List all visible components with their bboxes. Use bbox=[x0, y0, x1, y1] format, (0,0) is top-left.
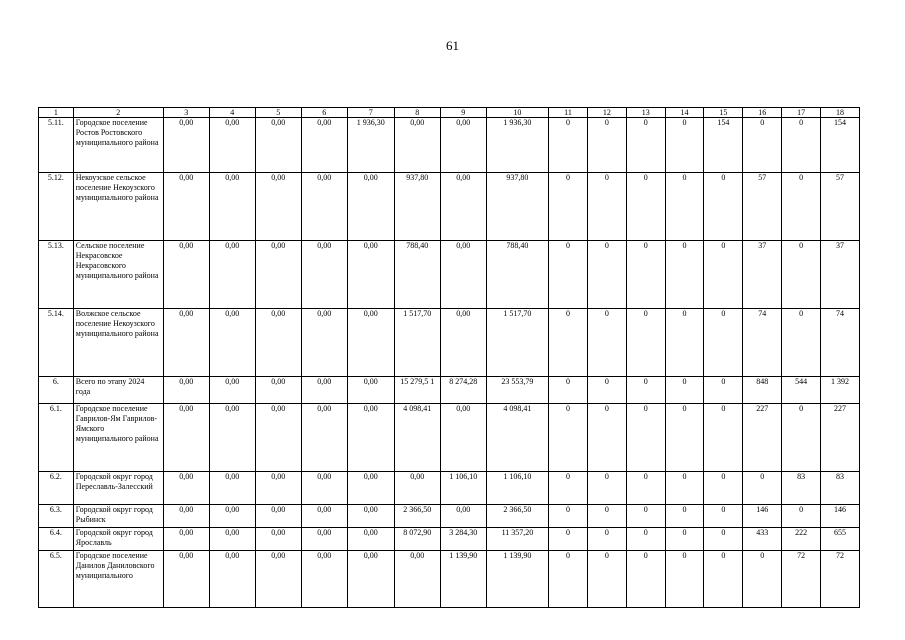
table-row bbox=[39, 404, 860, 472]
value-cell: 11 357,20 bbox=[486, 528, 548, 551]
value-cell: 0,00 bbox=[347, 505, 394, 528]
value-cell: 0,00 bbox=[209, 472, 255, 505]
value-cell: 0 bbox=[549, 241, 588, 309]
value-cell: 0 bbox=[665, 377, 704, 404]
value-cell: 0,00 bbox=[163, 528, 209, 551]
value-cell: 4 098,41 bbox=[486, 404, 548, 472]
row-number-cell: 5.13. bbox=[39, 241, 74, 309]
value-cell: 0,00 bbox=[347, 404, 394, 472]
value-cell: 0 bbox=[665, 118, 704, 173]
value-cell: 544 bbox=[782, 377, 821, 404]
value-cell: 1 392 bbox=[821, 377, 860, 404]
value-cell: 72 bbox=[782, 551, 821, 608]
value-cell: 0 bbox=[665, 404, 704, 472]
value-cell: 0 bbox=[782, 173, 821, 241]
value-cell: 0,00 bbox=[394, 472, 440, 505]
value-cell: 0,00 bbox=[255, 551, 301, 608]
value-cell: 0,00 bbox=[347, 309, 394, 377]
value-cell: 0,00 bbox=[209, 528, 255, 551]
value-cell: 0 bbox=[587, 118, 626, 173]
column-header: 4 bbox=[209, 108, 255, 118]
value-cell: 0,00 bbox=[255, 505, 301, 528]
value-cell: 0 bbox=[587, 472, 626, 505]
value-cell: 0 bbox=[626, 404, 665, 472]
value-cell: 0 bbox=[549, 551, 588, 608]
value-cell: 0 bbox=[549, 309, 588, 377]
column-header: 13 bbox=[626, 108, 665, 118]
value-cell: 0,00 bbox=[255, 472, 301, 505]
value-cell: 0,00 bbox=[301, 241, 347, 309]
value-cell: 0,00 bbox=[301, 173, 347, 241]
column-header: 10 bbox=[486, 108, 548, 118]
value-cell: 37 bbox=[821, 241, 860, 309]
value-cell: 0 bbox=[626, 551, 665, 608]
table-row bbox=[39, 377, 860, 404]
value-cell: 0,00 bbox=[163, 404, 209, 472]
value-cell: 0 bbox=[665, 528, 704, 551]
value-cell: 0,00 bbox=[440, 505, 486, 528]
value-cell: 1 936,30 bbox=[347, 118, 394, 173]
value-cell: 37 bbox=[743, 241, 782, 309]
value-cell: 154 bbox=[704, 118, 743, 173]
value-cell: 0,00 bbox=[163, 241, 209, 309]
value-cell: 0 bbox=[665, 173, 704, 241]
value-cell: 0,00 bbox=[255, 241, 301, 309]
value-cell: 0,00 bbox=[347, 472, 394, 505]
table-row bbox=[39, 472, 860, 505]
value-cell: 0,00 bbox=[347, 377, 394, 404]
value-cell: 0 bbox=[549, 505, 588, 528]
value-cell: 0,00 bbox=[163, 173, 209, 241]
value-cell: 0 bbox=[626, 528, 665, 551]
value-cell: 0,00 bbox=[255, 404, 301, 472]
value-cell: 0 bbox=[665, 241, 704, 309]
value-cell: 74 bbox=[743, 309, 782, 377]
value-cell: 0,00 bbox=[255, 377, 301, 404]
table-row bbox=[39, 173, 860, 241]
value-cell: 0 bbox=[704, 528, 743, 551]
value-cell: 0 bbox=[587, 505, 626, 528]
value-cell: 0 bbox=[782, 118, 821, 173]
value-cell: 2 366,50 bbox=[394, 505, 440, 528]
value-cell: 146 bbox=[821, 505, 860, 528]
value-cell: 0 bbox=[587, 173, 626, 241]
value-cell: 146 bbox=[743, 505, 782, 528]
value-cell: 83 bbox=[821, 472, 860, 505]
value-cell: 788,40 bbox=[394, 241, 440, 309]
value-cell: 0 bbox=[665, 309, 704, 377]
value-cell: 0 bbox=[587, 404, 626, 472]
value-cell: 23 553,79 bbox=[486, 377, 548, 404]
page-number: 61 bbox=[446, 38, 459, 53]
value-cell: 0 bbox=[704, 309, 743, 377]
value-cell: 937,80 bbox=[394, 173, 440, 241]
value-cell: 83 bbox=[782, 472, 821, 505]
value-cell: 0 bbox=[587, 528, 626, 551]
value-cell: 0,00 bbox=[209, 173, 255, 241]
value-cell: 0 bbox=[587, 241, 626, 309]
value-cell: 0 bbox=[743, 118, 782, 173]
value-cell: 227 bbox=[821, 404, 860, 472]
table-row bbox=[39, 528, 860, 551]
row-number-cell: 6. bbox=[39, 377, 74, 404]
municipality-name-cell: Городское поселение Гаврилов-Ям Гаврилов-Ямского муниципального района bbox=[73, 404, 163, 472]
data-table bbox=[38, 107, 860, 608]
value-cell: 0 bbox=[626, 472, 665, 505]
value-cell: 15 279,5 1 bbox=[394, 377, 440, 404]
table-row bbox=[39, 241, 860, 309]
value-cell: 0,00 bbox=[209, 309, 255, 377]
value-cell: 222 bbox=[782, 528, 821, 551]
value-cell: 0,00 bbox=[163, 309, 209, 377]
row-number-cell: 5.12. bbox=[39, 173, 74, 241]
value-cell: 0,00 bbox=[347, 241, 394, 309]
value-cell: 0,00 bbox=[255, 528, 301, 551]
column-header: 16 bbox=[743, 108, 782, 118]
column-header: 8 bbox=[394, 108, 440, 118]
value-cell: 0 bbox=[626, 173, 665, 241]
column-header: 5 bbox=[255, 108, 301, 118]
value-cell: 0 bbox=[626, 241, 665, 309]
value-cell: 1 139,90 bbox=[440, 551, 486, 608]
row-number-cell: 6.2. bbox=[39, 472, 74, 505]
municipality-name-cell: Городское поселение Ростов Ростовского муниципального района bbox=[73, 118, 163, 173]
value-cell: 0 bbox=[782, 404, 821, 472]
value-cell: 0 bbox=[549, 528, 588, 551]
column-header: 18 bbox=[821, 108, 860, 118]
value-cell: 0 bbox=[743, 551, 782, 608]
value-cell: 0 bbox=[782, 309, 821, 377]
value-cell: 0,00 bbox=[163, 505, 209, 528]
value-cell: 848 bbox=[743, 377, 782, 404]
value-cell: 433 bbox=[743, 528, 782, 551]
value-cell: 0 bbox=[549, 404, 588, 472]
value-cell: 0,00 bbox=[163, 377, 209, 404]
row-number-cell: 6.5. bbox=[39, 551, 74, 608]
value-cell: 4 098,41 bbox=[394, 404, 440, 472]
value-cell: 0,00 bbox=[301, 505, 347, 528]
value-cell: 788,40 bbox=[486, 241, 548, 309]
value-cell: 0 bbox=[626, 377, 665, 404]
value-cell: 3 284,30 bbox=[440, 528, 486, 551]
value-cell: 0,00 bbox=[440, 173, 486, 241]
value-cell: 1 936,30 bbox=[486, 118, 548, 173]
municipality-name-cell: Сельское поселение Некрасовское Некрасовского муниципального района bbox=[73, 241, 163, 309]
municipality-name-cell: Городской округ город Рыбинск bbox=[73, 505, 163, 528]
value-cell: 57 bbox=[821, 173, 860, 241]
value-cell: 72 bbox=[821, 551, 860, 608]
municipality-name-cell: Всего по этапу 2024 года bbox=[73, 377, 163, 404]
value-cell: 0 bbox=[782, 241, 821, 309]
value-cell: 0,00 bbox=[209, 505, 255, 528]
value-cell: 0 bbox=[626, 118, 665, 173]
value-cell: 0,00 bbox=[347, 528, 394, 551]
column-header: 3 bbox=[163, 108, 209, 118]
value-cell: 0,00 bbox=[301, 118, 347, 173]
column-header: 14 bbox=[665, 108, 704, 118]
column-header: 2 bbox=[73, 108, 163, 118]
value-cell: 0,00 bbox=[440, 309, 486, 377]
value-cell: 0 bbox=[704, 551, 743, 608]
value-cell: 0 bbox=[549, 173, 588, 241]
value-cell: 0,00 bbox=[163, 551, 209, 608]
value-cell: 0,00 bbox=[209, 551, 255, 608]
row-number-cell: 6.1. bbox=[39, 404, 74, 472]
value-cell: 0,00 bbox=[301, 309, 347, 377]
table-row bbox=[39, 118, 860, 173]
column-header: 7 bbox=[347, 108, 394, 118]
column-header: 11 bbox=[549, 108, 588, 118]
municipality-name-cell: Городской округ город Ярославль bbox=[73, 528, 163, 551]
value-cell: 227 bbox=[743, 404, 782, 472]
value-cell: 0 bbox=[704, 377, 743, 404]
value-cell: 0,00 bbox=[209, 241, 255, 309]
column-header: 12 bbox=[587, 108, 626, 118]
value-cell: 0,00 bbox=[394, 551, 440, 608]
municipality-name-cell: Волжское сельское поселение Некоузского муниципального района bbox=[73, 309, 163, 377]
value-cell: 0 bbox=[665, 505, 704, 528]
value-cell: 0 bbox=[549, 377, 588, 404]
value-cell: 0,00 bbox=[255, 118, 301, 173]
value-cell: 0,00 bbox=[163, 118, 209, 173]
value-cell: 0,00 bbox=[347, 551, 394, 608]
value-cell: 8 072,90 bbox=[394, 528, 440, 551]
column-header: 1 bbox=[39, 108, 74, 118]
value-cell: 0,00 bbox=[440, 404, 486, 472]
value-cell: 0,00 bbox=[394, 118, 440, 173]
table-row bbox=[39, 309, 860, 377]
column-header: 17 bbox=[782, 108, 821, 118]
value-cell: 0 bbox=[587, 309, 626, 377]
value-cell: 0 bbox=[782, 505, 821, 528]
value-cell: 1 106,10 bbox=[486, 472, 548, 505]
value-cell: 0,00 bbox=[209, 377, 255, 404]
value-cell: 0,00 bbox=[163, 472, 209, 505]
value-cell: 0 bbox=[626, 505, 665, 528]
value-cell: 0 bbox=[704, 404, 743, 472]
value-cell: 0,00 bbox=[347, 173, 394, 241]
value-cell: 8 274,28 bbox=[440, 377, 486, 404]
value-cell: 74 bbox=[821, 309, 860, 377]
value-cell: 1 517,70 bbox=[486, 309, 548, 377]
row-number-cell: 6.4. bbox=[39, 528, 74, 551]
column-header: 6 bbox=[301, 108, 347, 118]
column-header: 15 bbox=[704, 108, 743, 118]
value-cell: 0 bbox=[704, 241, 743, 309]
value-cell: 0,00 bbox=[255, 309, 301, 377]
value-cell: 0 bbox=[549, 472, 588, 505]
header-row bbox=[39, 108, 860, 118]
column-header: 9 bbox=[440, 108, 486, 118]
value-cell: 0,00 bbox=[301, 377, 347, 404]
value-cell: 0 bbox=[587, 377, 626, 404]
value-cell: 0 bbox=[665, 551, 704, 608]
value-cell: 0 bbox=[587, 551, 626, 608]
value-cell: 0 bbox=[626, 309, 665, 377]
value-cell: 154 bbox=[821, 118, 860, 173]
value-cell: 0,00 bbox=[301, 472, 347, 505]
value-cell: 0,00 bbox=[255, 173, 301, 241]
row-number-cell: 5.14. bbox=[39, 309, 74, 377]
value-cell: 1 139,90 bbox=[486, 551, 548, 608]
value-cell: 0 bbox=[704, 505, 743, 528]
value-cell: 0,00 bbox=[209, 404, 255, 472]
value-cell: 0 bbox=[704, 173, 743, 241]
value-cell: 0 bbox=[549, 118, 588, 173]
value-cell: 0 bbox=[743, 472, 782, 505]
value-cell: 0 bbox=[665, 472, 704, 505]
value-cell: 0,00 bbox=[301, 551, 347, 608]
value-cell: 0,00 bbox=[440, 241, 486, 309]
value-cell: 937,80 bbox=[486, 173, 548, 241]
value-cell: 0,00 bbox=[301, 528, 347, 551]
value-cell: 1 517,70 bbox=[394, 309, 440, 377]
municipality-name-cell: Городское поселение Данилов Даниловского муниципального bbox=[73, 551, 163, 608]
value-cell: 1 106,10 bbox=[440, 472, 486, 505]
value-cell: 57 bbox=[743, 173, 782, 241]
table-row bbox=[39, 551, 860, 608]
row-number-cell: 5.11. bbox=[39, 118, 74, 173]
value-cell: 0,00 bbox=[440, 118, 486, 173]
municipality-name-cell: Некоузское сельское поселение Некоузского муниципального района bbox=[73, 173, 163, 241]
value-cell: 0 bbox=[704, 472, 743, 505]
value-cell: 0,00 bbox=[209, 118, 255, 173]
municipality-name-cell: Городской округ город Переславль-Залесский bbox=[73, 472, 163, 505]
value-cell: 2 366,50 bbox=[486, 505, 548, 528]
table-row bbox=[39, 505, 860, 528]
value-cell: 0,00 bbox=[301, 404, 347, 472]
value-cell: 655 bbox=[821, 528, 860, 551]
row-number-cell: 6.3. bbox=[39, 505, 74, 528]
